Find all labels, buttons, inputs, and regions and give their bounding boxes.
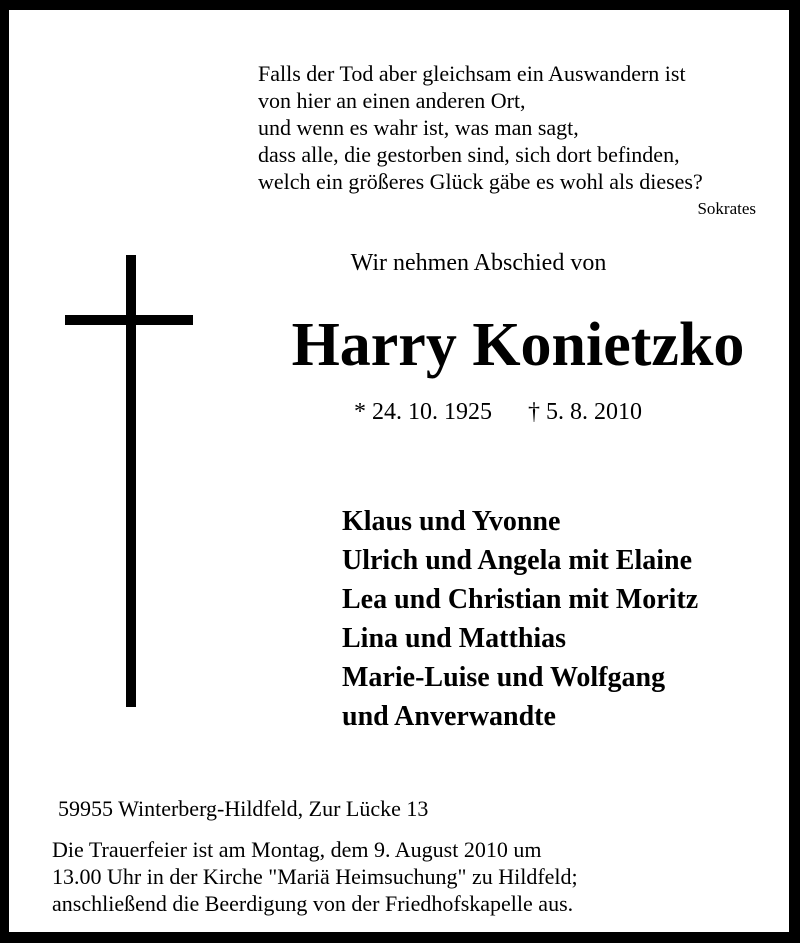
family-list (342, 502, 698, 736)
family-member: Ulrich und Angela mit Elaine (342, 545, 693, 576)
cross-icon-bar (65, 315, 193, 325)
address: 59955 Winterberg-Hildfeld, Zur Lücke 13 (58, 796, 429, 821)
quote-line: Falls der Tod aber gleichsam ein Auswandern ist (258, 61, 686, 86)
quote-line: von hier an einen anderen Ort, (258, 88, 526, 113)
death-date: † 5. 8. 2010 (528, 399, 642, 425)
quote-line: dass alle, die gestorben sind, sich dort befinden, (258, 142, 680, 167)
family-member: Marie-Luise und Wolfgang (342, 662, 666, 693)
service-line: 13.00 Uhr in der Kirche "Mariä Heimsuchung" zu Hildfeld; (52, 864, 578, 889)
obituary-card (9, 10, 789, 932)
family-member: Klaus und Yvonne (342, 506, 561, 537)
service-line: anschließend die Beerdigung von der Friedhofskapelle aus. (52, 891, 574, 916)
farewell-intro: Wir nehmen Abschied von (350, 250, 607, 276)
service-line: Die Trauerfeier ist am Montag, dem 9. August 2010 um (52, 837, 542, 862)
family-member: Lea und Christian mit Moritz (342, 584, 699, 615)
birth-date: * 24. 10. 1925 (354, 399, 492, 425)
family-member: und Anverwandte (342, 701, 556, 732)
service-info (52, 836, 578, 917)
quote-line: welch ein größeres Glück gäbe es wohl als dieses? (258, 169, 703, 194)
quote (258, 60, 778, 195)
deceased-name: Harry Konietzko (291, 311, 745, 379)
life-dates (354, 399, 642, 426)
quote-line: und wenn es wahr ist, was man sagt, (258, 115, 579, 140)
family-member: Lina und Matthias (342, 623, 567, 654)
quote-author: Sokrates (697, 199, 756, 218)
